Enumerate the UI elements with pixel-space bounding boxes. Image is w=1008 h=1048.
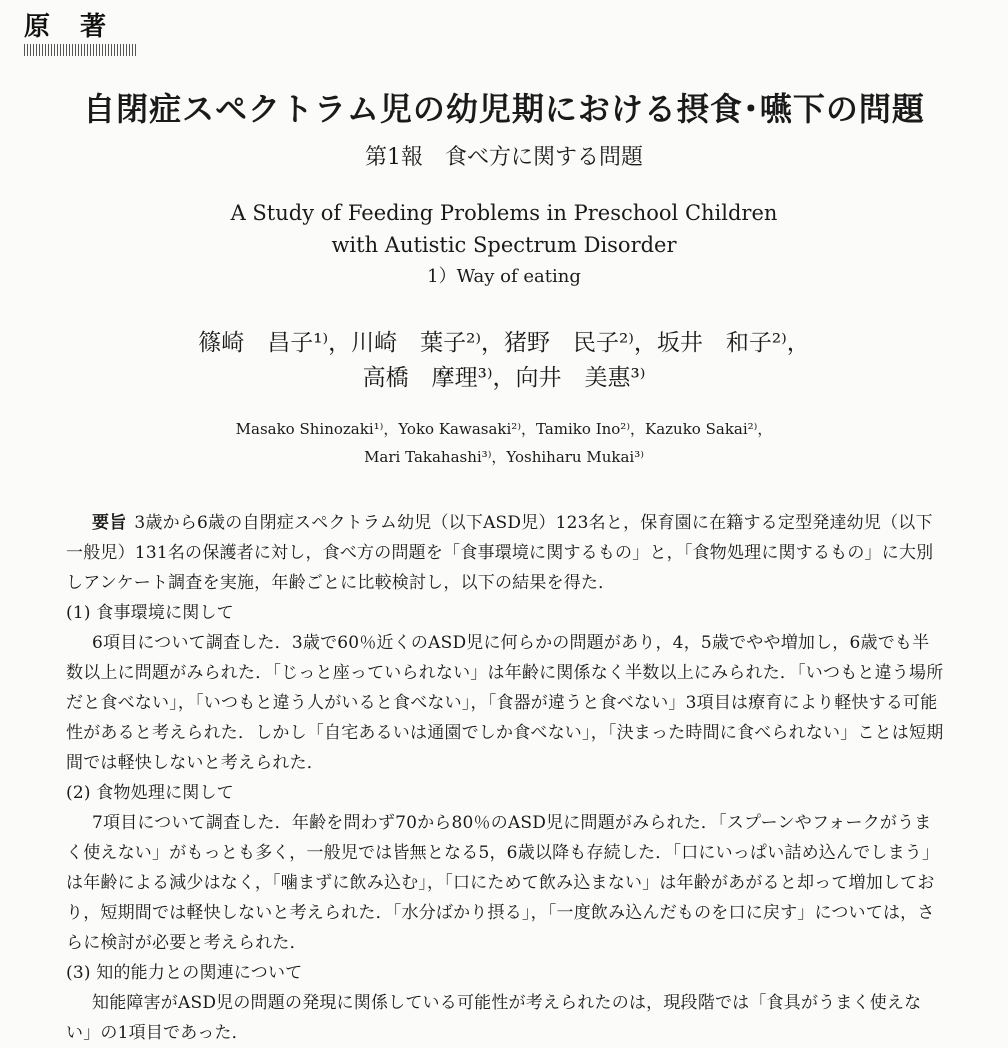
authors-japanese-line2: 高橋 摩理³⁾，向井 美惠³⁾: [362, 365, 646, 391]
section-label-underline: [24, 44, 136, 56]
title-english-line3: 1）Way of eating: [427, 266, 581, 287]
subtitle-japanese: 第1報 食べ方に関する問題: [365, 145, 643, 170]
title-english-line1: A Study of Feeding Problems in Preschool Children: [230, 201, 778, 225]
section1-heading: (1) 食事環境に関して: [66, 603, 234, 623]
authors-japanese-line1: 篠崎 昌子¹⁾，川崎 葉子²⁾，猪野 民子²⁾，坂井 和子²⁾，: [198, 330, 810, 356]
section1-body: 6項目について調査した．3歳で60％近くのASD児に何らかの問題があり，4，5歳でやや増加し，6歳でも半数以上に問題がみられた．「じっと座っていられない」は年齢に関係なく半数以上にみられた．「いつもと違う場所だと食べない」，「いつもと違う人がいると食べない」，「食器が違うと食べない」3項目は療育により軽快する可能性があると考えられた．しかし「自宅あるいは通園でしか食べない」，「決まった時間に食べられない」ことは短期間では軽快しないと考えられた．: [66, 633, 944, 773]
abstract-intro-text: 3歳から6歳の自閉症スペクトラム幼児（以下ASD児）123名と，保育園に在籍する定型発達幼児（以下一般児）131名の保護者に対し，食べ方の問題を「食事環境に関するもの」と，「食物処理に関するもの」に大別しアンケート調査を実施，年齢ごとに比較検討し，以下の結果を得た．: [66, 513, 934, 593]
section3-heading: (3) 知的能力との関連について: [66, 963, 303, 983]
section3-body: 知能障害がASD児の問題の発現に関係している可能性が考えられたのは，現段階では「食具がうまく使えない」の1項目であった．: [66, 993, 922, 1043]
abstract-keyword: 要旨: [92, 513, 127, 533]
section-label: 原 著: [24, 12, 109, 42]
title-japanese: 自閉症スペクトラム児の幼児期における摂食･嚥下の問題: [83, 90, 925, 128]
abstract-intro: [66, 508, 946, 598]
authors-english-line1: Masako Shinozaki¹⁾，Yoko Kawasaki²⁾，Tamiko Ino²⁾，Kazuko Sakai²⁾，: [235, 420, 773, 438]
authors-japanese: [0, 326, 1008, 396]
section2-heading: (2) 食物処理に関して: [66, 783, 234, 803]
authors-english-line2: Mari Takahashi³⁾，Yoshiharu Mukai³⁾: [364, 448, 644, 466]
abstract: [66, 508, 946, 1048]
section2-body: 7項目について調査した．年齢を問わず70から80％のASD児に問題がみられた．「スプーンやフォークがうまく使えない」がもっとも多く，一般児では皆無となる5，6歳以降も存続した．「口にいっぱい詰め込んでしまう」は年齢による減少はなく，「噛まずに飲み込む」，「口にためて飲み込まない」は年齢があがると却って増加しており，短期間では軽快しないと考えられた．「水分ばかり摂る」，「一度飲み込んだものを口に戻す」については，さらに検討が必要と考えられた．: [66, 813, 940, 953]
title-english: [0, 197, 1008, 293]
title-english-line2: with Autistic Spectrum Disorder: [331, 233, 677, 257]
authors-english: [0, 415, 1008, 471]
